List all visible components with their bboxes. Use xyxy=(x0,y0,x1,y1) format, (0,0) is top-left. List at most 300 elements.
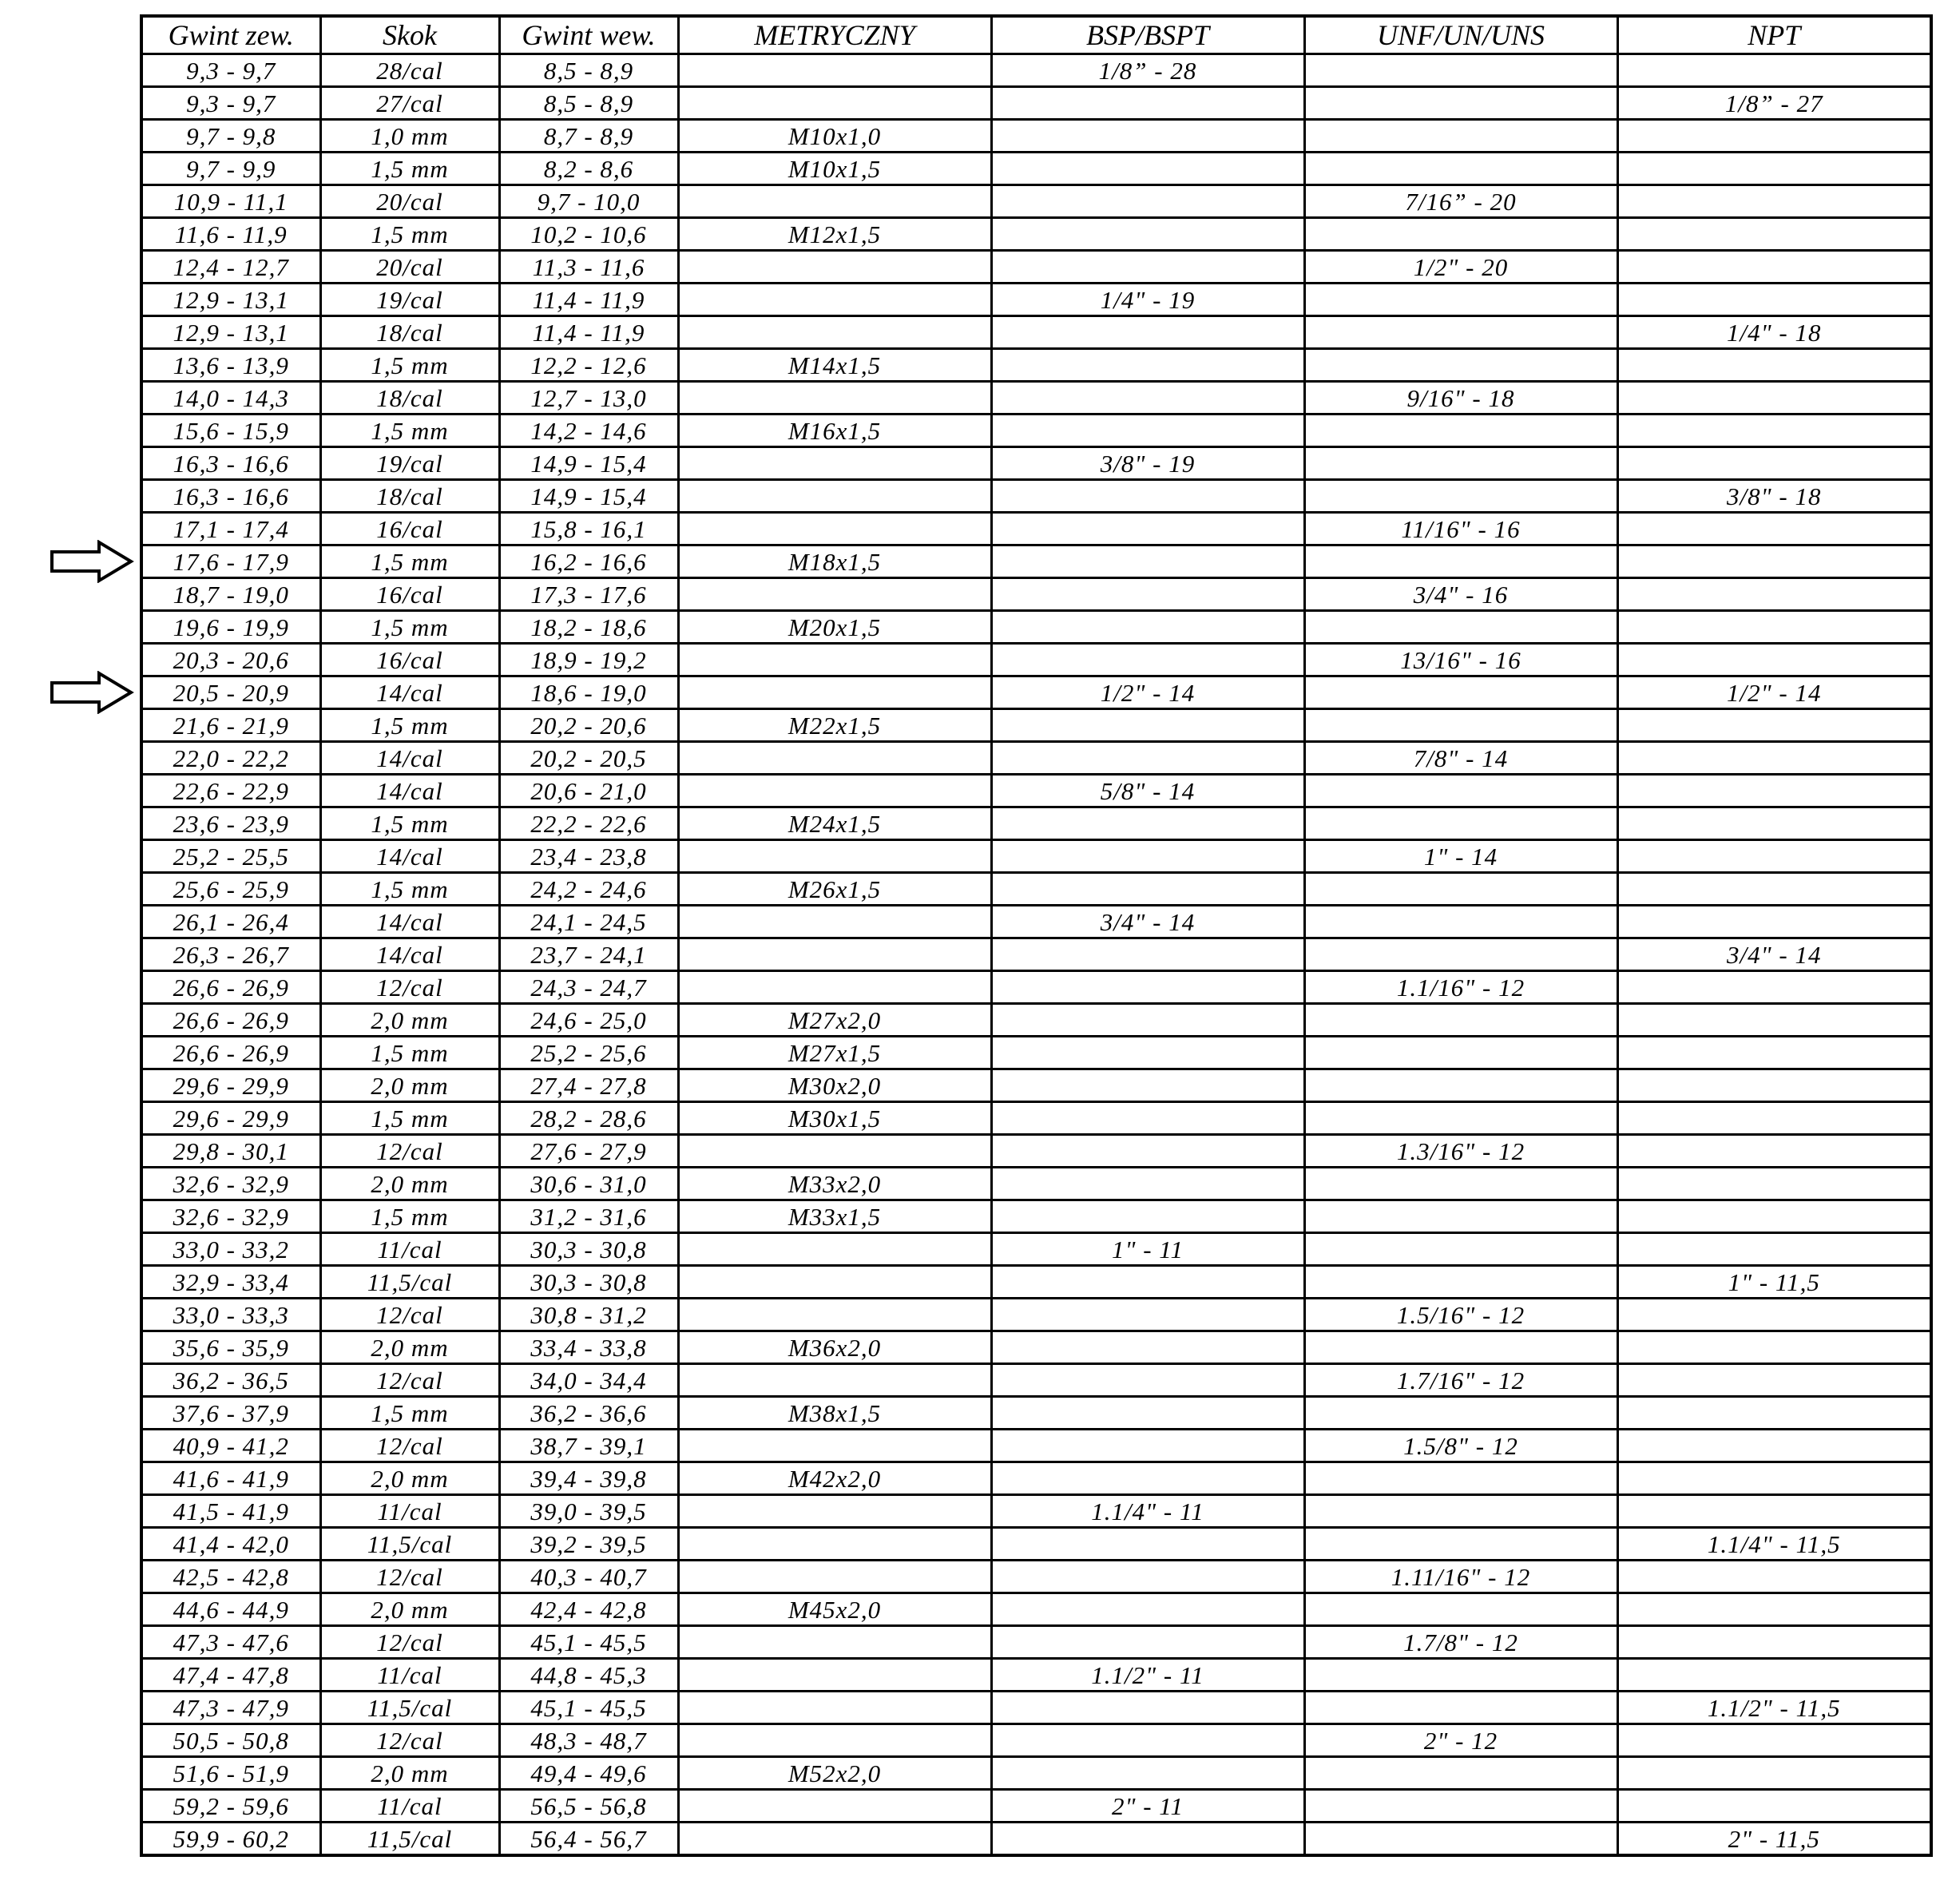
pitch-cell: 18/cal xyxy=(320,480,499,513)
npt-cell xyxy=(1617,807,1931,840)
internal-thread-cell: 12,2 - 12,6 xyxy=(499,349,678,382)
internal-thread-cell: 27,4 - 27,8 xyxy=(499,1069,678,1102)
unf-cell xyxy=(1304,1757,1617,1790)
table-row xyxy=(141,1004,1931,1037)
internal-thread-cell: 31,2 - 31,6 xyxy=(499,1200,678,1233)
npt-cell xyxy=(1617,1200,1931,1233)
npt-cell xyxy=(1617,578,1931,611)
metric-cell: M18x1,5 xyxy=(678,545,991,578)
external-thread-cell: 26,6 - 26,9 xyxy=(141,1037,320,1069)
pitch-cell: 19/cal xyxy=(320,284,499,316)
table-row xyxy=(141,218,1931,251)
external-thread-cell: 26,6 - 26,9 xyxy=(141,971,320,1004)
external-thread-cell: 9,7 - 9,9 xyxy=(141,153,320,185)
bsp-cell xyxy=(991,1724,1304,1757)
metric-cell xyxy=(678,1692,991,1724)
metric-cell xyxy=(678,1495,991,1528)
metric-cell xyxy=(678,676,991,709)
external-thread-cell: 12,9 - 13,1 xyxy=(141,284,320,316)
pitch-cell: 16/cal xyxy=(320,513,499,545)
metric-cell xyxy=(678,906,991,938)
table-row xyxy=(141,54,1931,87)
unf-cell xyxy=(1304,218,1617,251)
bsp-cell: 2" - 11 xyxy=(991,1790,1304,1823)
table-row xyxy=(141,1331,1931,1364)
internal-thread-cell: 33,4 - 33,8 xyxy=(499,1331,678,1364)
external-thread-cell: 16,3 - 16,6 xyxy=(141,480,320,513)
metric-cell xyxy=(678,1430,991,1462)
internal-thread-cell: 30,6 - 31,0 xyxy=(499,1168,678,1200)
internal-thread-cell: 48,3 - 48,7 xyxy=(499,1724,678,1757)
external-thread-cell: 17,1 - 17,4 xyxy=(141,513,320,545)
unf-cell xyxy=(1304,415,1617,447)
bsp-cell: 1.1/4" - 11 xyxy=(991,1495,1304,1528)
internal-thread-cell: 49,4 - 49,6 xyxy=(499,1757,678,1790)
table-row xyxy=(141,1168,1931,1200)
bsp-cell xyxy=(991,1561,1304,1593)
external-thread-cell: 36,2 - 36,5 xyxy=(141,1364,320,1397)
unf-cell xyxy=(1304,1790,1617,1823)
pitch-cell: 14/cal xyxy=(320,742,499,775)
npt-cell xyxy=(1617,1790,1931,1823)
metric-cell: M42x2,0 xyxy=(678,1462,991,1495)
metric-cell xyxy=(678,316,991,349)
internal-thread-cell: 23,4 - 23,8 xyxy=(499,840,678,873)
internal-thread-cell: 28,2 - 28,6 xyxy=(499,1102,678,1135)
unf-cell xyxy=(1304,1233,1617,1266)
unf-cell xyxy=(1304,1692,1617,1724)
metric-cell: M33x1,5 xyxy=(678,1200,991,1233)
table-row xyxy=(141,1299,1931,1331)
bsp-cell xyxy=(991,349,1304,382)
metric-cell xyxy=(678,54,991,87)
external-thread-cell: 9,3 - 9,7 xyxy=(141,54,320,87)
external-thread-cell: 32,6 - 32,9 xyxy=(141,1200,320,1233)
unf-cell xyxy=(1304,775,1617,807)
internal-thread-cell: 23,7 - 24,1 xyxy=(499,938,678,971)
unf-cell xyxy=(1304,873,1617,906)
metric-cell xyxy=(678,513,991,545)
table-row xyxy=(141,611,1931,644)
table-row xyxy=(141,644,1931,676)
pitch-cell: 27/cal xyxy=(320,87,499,120)
internal-thread-cell: 24,2 - 24,6 xyxy=(499,873,678,906)
external-thread-cell: 10,9 - 11,1 xyxy=(141,185,320,218)
table-row xyxy=(141,938,1931,971)
bsp-cell xyxy=(991,480,1304,513)
external-thread-cell: 47,4 - 47,8 xyxy=(141,1659,320,1692)
external-thread-cell: 59,9 - 60,2 xyxy=(141,1823,320,1856)
bsp-cell xyxy=(991,1299,1304,1331)
metric-cell: M30x2,0 xyxy=(678,1069,991,1102)
metric-cell: M16x1,5 xyxy=(678,415,991,447)
bsp-cell xyxy=(991,153,1304,185)
internal-thread-cell: 24,6 - 25,0 xyxy=(499,1004,678,1037)
pitch-cell: 1,5 mm xyxy=(320,709,499,742)
external-thread-cell: 15,6 - 15,9 xyxy=(141,415,320,447)
internal-thread-cell: 56,4 - 56,7 xyxy=(499,1823,678,1856)
pitch-cell: 20/cal xyxy=(320,185,499,218)
metric-cell xyxy=(678,447,991,480)
external-thread-cell: 9,7 - 9,8 xyxy=(141,120,320,153)
internal-thread-cell: 9,7 - 10,0 xyxy=(499,185,678,218)
table-row xyxy=(141,971,1931,1004)
internal-thread-cell: 45,1 - 45,5 xyxy=(499,1692,678,1724)
external-thread-cell: 9,3 - 9,7 xyxy=(141,87,320,120)
external-thread-cell: 33,0 - 33,3 xyxy=(141,1299,320,1331)
internal-thread-cell: 17,3 - 17,6 xyxy=(499,578,678,611)
internal-thread-cell: 24,3 - 24,7 xyxy=(499,971,678,1004)
internal-thread-cell: 44,8 - 45,3 xyxy=(499,1659,678,1692)
table-row xyxy=(141,1823,1931,1856)
table-row xyxy=(141,1430,1931,1462)
table-row xyxy=(141,1724,1931,1757)
header-row xyxy=(141,16,1931,54)
internal-thread-cell: 38,7 - 39,1 xyxy=(499,1430,678,1462)
internal-thread-cell: 14,2 - 14,6 xyxy=(499,415,678,447)
unf-cell: 13/16" - 16 xyxy=(1304,644,1617,676)
internal-thread-cell: 39,2 - 39,5 xyxy=(499,1528,678,1561)
npt-cell xyxy=(1617,1430,1931,1462)
unf-cell xyxy=(1304,1331,1617,1364)
external-thread-cell: 12,4 - 12,7 xyxy=(141,251,320,284)
internal-thread-cell: 8,5 - 8,9 xyxy=(499,87,678,120)
external-thread-cell: 50,5 - 50,8 xyxy=(141,1724,320,1757)
pitch-cell: 16/cal xyxy=(320,644,499,676)
table-row xyxy=(141,1135,1931,1168)
npt-cell xyxy=(1617,1626,1931,1659)
npt-cell xyxy=(1617,120,1931,153)
unf-cell xyxy=(1304,611,1617,644)
unf-cell xyxy=(1304,316,1617,349)
metric-cell xyxy=(678,1823,991,1856)
internal-thread-cell: 25,2 - 25,6 xyxy=(499,1037,678,1069)
pitch-cell: 12/cal xyxy=(320,1364,499,1397)
unf-cell xyxy=(1304,447,1617,480)
metric-cell: M30x1,5 xyxy=(678,1102,991,1135)
internal-thread-cell: 18,6 - 19,0 xyxy=(499,676,678,709)
pitch-cell: 11/cal xyxy=(320,1659,499,1692)
bsp-cell xyxy=(991,120,1304,153)
internal-thread-cell: 22,2 - 22,6 xyxy=(499,807,678,840)
unf-cell xyxy=(1304,938,1617,971)
npt-cell xyxy=(1617,1331,1931,1364)
pitch-cell: 12/cal xyxy=(320,1724,499,1757)
metric-cell xyxy=(678,1626,991,1659)
external-thread-cell: 47,3 - 47,6 xyxy=(141,1626,320,1659)
bsp-cell xyxy=(991,1823,1304,1856)
external-thread-cell: 33,0 - 33,2 xyxy=(141,1233,320,1266)
header-external-thread: Gwint zew. xyxy=(141,16,320,54)
pitch-cell: 2,0 mm xyxy=(320,1331,499,1364)
internal-thread-cell: 24,1 - 24,5 xyxy=(499,906,678,938)
unf-cell: 1.7/8" - 12 xyxy=(1304,1626,1617,1659)
bsp-cell xyxy=(991,1462,1304,1495)
npt-cell xyxy=(1617,513,1931,545)
unf-cell: 1.11/16" - 12 xyxy=(1304,1561,1617,1593)
table-row xyxy=(141,807,1931,840)
bsp-cell xyxy=(991,251,1304,284)
pitch-cell: 12/cal xyxy=(320,1299,499,1331)
table-row xyxy=(141,840,1931,873)
npt-cell: 3/4" - 14 xyxy=(1617,938,1931,971)
unf-cell: 1.5/8" - 12 xyxy=(1304,1430,1617,1462)
bsp-cell xyxy=(991,1069,1304,1102)
npt-cell xyxy=(1617,251,1931,284)
npt-cell xyxy=(1617,742,1931,775)
external-thread-cell: 42,5 - 42,8 xyxy=(141,1561,320,1593)
pitch-cell: 11/cal xyxy=(320,1790,499,1823)
unf-cell xyxy=(1304,1069,1617,1102)
external-thread-cell: 32,9 - 33,4 xyxy=(141,1266,320,1299)
bsp-cell xyxy=(991,1331,1304,1364)
unf-cell: 1.5/16" - 12 xyxy=(1304,1299,1617,1331)
bsp-cell xyxy=(991,840,1304,873)
table-row xyxy=(141,284,1931,316)
external-thread-cell: 17,6 - 17,9 xyxy=(141,545,320,578)
table-row xyxy=(141,87,1931,120)
npt-cell xyxy=(1617,1069,1931,1102)
external-thread-cell: 44,6 - 44,9 xyxy=(141,1593,320,1626)
table-row xyxy=(141,742,1931,775)
metric-cell: M36x2,0 xyxy=(678,1331,991,1364)
unf-cell xyxy=(1304,1102,1617,1135)
table-row xyxy=(141,906,1931,938)
metric-cell xyxy=(678,185,991,218)
unf-cell xyxy=(1304,1659,1617,1692)
unf-cell xyxy=(1304,349,1617,382)
external-thread-cell: 37,6 - 37,9 xyxy=(141,1397,320,1430)
pitch-cell: 1,5 mm xyxy=(320,218,499,251)
bsp-cell xyxy=(991,1168,1304,1200)
unf-cell xyxy=(1304,1593,1617,1626)
npt-cell xyxy=(1617,611,1931,644)
npt-cell xyxy=(1617,153,1931,185)
pitch-cell: 11,5/cal xyxy=(320,1528,499,1561)
pitch-cell: 1,5 mm xyxy=(320,1397,499,1430)
pitch-cell: 14/cal xyxy=(320,775,499,807)
pitch-cell: 18/cal xyxy=(320,382,499,415)
internal-thread-cell: 40,3 - 40,7 xyxy=(499,1561,678,1593)
external-thread-cell: 59,2 - 59,6 xyxy=(141,1790,320,1823)
table-row xyxy=(141,1266,1931,1299)
npt-cell xyxy=(1617,1462,1931,1495)
metric-cell: M14x1,5 xyxy=(678,349,991,382)
table-row xyxy=(141,1200,1931,1233)
external-thread-cell: 20,5 - 20,9 xyxy=(141,676,320,709)
bsp-cell: 1" - 11 xyxy=(991,1233,1304,1266)
internal-thread-cell: 34,0 - 34,4 xyxy=(499,1364,678,1397)
npt-cell xyxy=(1617,1004,1931,1037)
table-row xyxy=(141,349,1931,382)
internal-thread-cell: 18,9 - 19,2 xyxy=(499,644,678,676)
table-row xyxy=(141,1593,1931,1626)
bsp-cell xyxy=(991,938,1304,971)
table-row xyxy=(141,1757,1931,1790)
table-row xyxy=(141,1790,1931,1823)
external-thread-cell: 18,7 - 19,0 xyxy=(141,578,320,611)
bsp-cell xyxy=(991,1757,1304,1790)
pitch-cell: 1,5 mm xyxy=(320,545,499,578)
internal-thread-cell: 45,1 - 45,5 xyxy=(499,1626,678,1659)
metric-cell: M45x2,0 xyxy=(678,1593,991,1626)
external-thread-cell: 29,6 - 29,9 xyxy=(141,1102,320,1135)
table-row xyxy=(141,1037,1931,1069)
npt-cell xyxy=(1617,54,1931,87)
metric-cell: M26x1,5 xyxy=(678,873,991,906)
bsp-cell xyxy=(991,185,1304,218)
table-row xyxy=(141,447,1931,480)
pitch-cell: 11,5/cal xyxy=(320,1692,499,1724)
internal-thread-cell: 30,3 - 30,8 xyxy=(499,1266,678,1299)
internal-thread-cell: 42,4 - 42,8 xyxy=(499,1593,678,1626)
unf-cell xyxy=(1304,545,1617,578)
unf-cell: 3/4" - 16 xyxy=(1304,578,1617,611)
metric-cell xyxy=(678,1659,991,1692)
pitch-cell: 1,5 mm xyxy=(320,349,499,382)
pitch-cell: 14/cal xyxy=(320,840,499,873)
pitch-cell: 1,5 mm xyxy=(320,1200,499,1233)
metric-cell xyxy=(678,1528,991,1561)
internal-thread-cell: 11,4 - 11,9 xyxy=(499,284,678,316)
internal-thread-cell: 12,7 - 13,0 xyxy=(499,382,678,415)
metric-cell: M38x1,5 xyxy=(678,1397,991,1430)
table-row xyxy=(141,480,1931,513)
internal-thread-cell: 27,6 - 27,9 xyxy=(499,1135,678,1168)
table-row xyxy=(141,1364,1931,1397)
external-thread-cell: 40,9 - 41,2 xyxy=(141,1430,320,1462)
bsp-cell xyxy=(991,873,1304,906)
npt-cell: 1" - 11,5 xyxy=(1617,1266,1931,1299)
internal-thread-cell: 30,3 - 30,8 xyxy=(499,1233,678,1266)
external-thread-cell: 11,6 - 11,9 xyxy=(141,218,320,251)
unf-cell xyxy=(1304,87,1617,120)
table-row xyxy=(141,1397,1931,1430)
pitch-cell: 1,0 mm xyxy=(320,120,499,153)
npt-cell: 2" - 11,5 xyxy=(1617,1823,1931,1856)
bsp-cell xyxy=(991,1037,1304,1069)
bsp-cell: 3/8" - 19 xyxy=(991,447,1304,480)
table-row xyxy=(141,545,1931,578)
npt-cell xyxy=(1617,545,1931,578)
metric-cell: M10x1,5 xyxy=(678,153,991,185)
metric-cell xyxy=(678,742,991,775)
npt-cell: 1/4" - 18 xyxy=(1617,316,1931,349)
table-row xyxy=(141,873,1931,906)
npt-cell: 1.1/4" - 11,5 xyxy=(1617,1528,1931,1561)
npt-cell xyxy=(1617,1364,1931,1397)
external-thread-cell: 29,8 - 30,1 xyxy=(141,1135,320,1168)
table-row xyxy=(141,1069,1931,1102)
metric-cell: M22x1,5 xyxy=(678,709,991,742)
npt-cell xyxy=(1617,840,1931,873)
npt-cell xyxy=(1617,382,1931,415)
unf-cell xyxy=(1304,284,1617,316)
bsp-cell xyxy=(991,1528,1304,1561)
pitch-cell: 14/cal xyxy=(320,938,499,971)
pitch-cell: 12/cal xyxy=(320,1135,499,1168)
unf-cell: 7/16” - 20 xyxy=(1304,185,1617,218)
table-row xyxy=(141,1692,1931,1724)
metric-cell xyxy=(678,1790,991,1823)
unf-cell xyxy=(1304,120,1617,153)
table-row xyxy=(141,709,1931,742)
pitch-cell: 2,0 mm xyxy=(320,1168,499,1200)
thread-size-table xyxy=(140,14,1933,1857)
npt-cell xyxy=(1617,1757,1931,1790)
pitch-cell: 1,5 mm xyxy=(320,415,499,447)
metric-cell xyxy=(678,1724,991,1757)
external-thread-cell: 35,6 - 35,9 xyxy=(141,1331,320,1364)
metric-cell xyxy=(678,1561,991,1593)
bsp-cell xyxy=(991,971,1304,1004)
pitch-cell: 1,5 mm xyxy=(320,1102,499,1135)
external-thread-cell: 13,6 - 13,9 xyxy=(141,349,320,382)
internal-thread-cell: 56,5 - 56,8 xyxy=(499,1790,678,1823)
bsp-cell xyxy=(991,644,1304,676)
bsp-cell: 1/4" - 19 xyxy=(991,284,1304,316)
table-body xyxy=(141,54,1931,1856)
pitch-cell: 16/cal xyxy=(320,578,499,611)
external-thread-cell: 20,3 - 20,6 xyxy=(141,644,320,676)
header-metric: METRYCZNY xyxy=(678,16,991,54)
header-bsp: BSP/BSPT xyxy=(991,16,1304,54)
metric-cell xyxy=(678,578,991,611)
unf-cell: 2" - 12 xyxy=(1304,1724,1617,1757)
bsp-cell xyxy=(991,578,1304,611)
pitch-cell: 1,5 mm xyxy=(320,153,499,185)
table-row xyxy=(141,1495,1931,1528)
bsp-cell xyxy=(991,316,1304,349)
npt-cell: 3/8" - 18 xyxy=(1617,480,1931,513)
header-pitch: Skok xyxy=(320,16,499,54)
unf-cell xyxy=(1304,153,1617,185)
metric-cell: M27x2,0 xyxy=(678,1004,991,1037)
pitch-cell: 11,5/cal xyxy=(320,1823,499,1856)
external-thread-cell: 23,6 - 23,9 xyxy=(141,807,320,840)
unf-cell xyxy=(1304,480,1617,513)
npt-cell xyxy=(1617,1168,1931,1200)
metric-cell: M20x1,5 xyxy=(678,611,991,644)
unf-cell xyxy=(1304,1266,1617,1299)
table-row xyxy=(141,676,1931,709)
metric-cell: M10x1,0 xyxy=(678,120,991,153)
bsp-cell xyxy=(991,1626,1304,1659)
npt-cell xyxy=(1617,447,1931,480)
header-npt: NPT xyxy=(1617,16,1931,54)
external-thread-cell: 41,5 - 41,9 xyxy=(141,1495,320,1528)
metric-cell: M24x1,5 xyxy=(678,807,991,840)
pitch-cell: 12/cal xyxy=(320,1626,499,1659)
internal-thread-cell: 39,0 - 39,5 xyxy=(499,1495,678,1528)
unf-cell: 1.3/16" - 12 xyxy=(1304,1135,1617,1168)
header-unf: UNF/UN/UNS xyxy=(1304,16,1617,54)
bsp-cell xyxy=(991,1102,1304,1135)
metric-cell xyxy=(678,840,991,873)
bsp-cell: 1/2" - 14 xyxy=(991,676,1304,709)
npt-cell xyxy=(1617,1495,1931,1528)
arrow-right-icon xyxy=(50,671,134,714)
external-thread-cell: 41,4 - 42,0 xyxy=(141,1528,320,1561)
pitch-cell: 1,5 mm xyxy=(320,807,499,840)
pitch-cell: 1,5 mm xyxy=(320,873,499,906)
table-row xyxy=(141,513,1931,545)
npt-cell xyxy=(1617,971,1931,1004)
pitch-cell: 2,0 mm xyxy=(320,1593,499,1626)
metric-cell: M33x2,0 xyxy=(678,1168,991,1200)
unf-cell xyxy=(1304,1495,1617,1528)
bsp-cell xyxy=(991,382,1304,415)
